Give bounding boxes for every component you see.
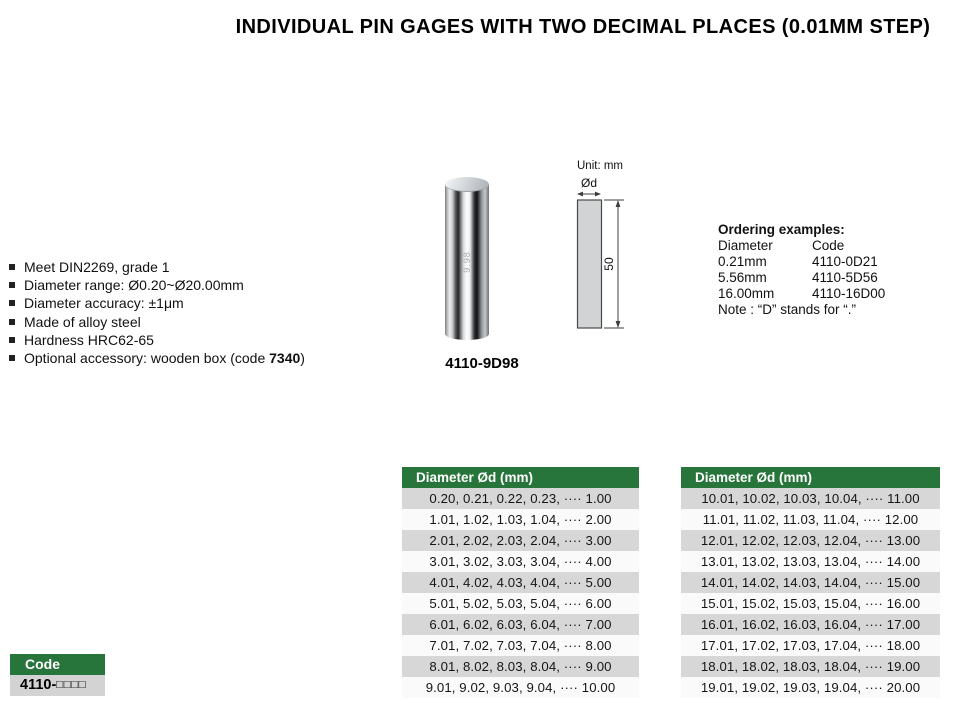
code-prefix: 4110- [20,677,57,693]
diameter-dim-label: Ød [581,176,598,190]
model-number-label: 4110-9D98 [445,355,519,372]
feature-text: Meet DIN2269, grade 1 [24,259,170,275]
ordering-diameter: 0.21mm [718,254,767,269]
arrow-up-icon [616,200,621,207]
feature-item [8,349,305,367]
table-row: 1.01, 1.02, 1.03, 1.04, ···· 2.00 [402,509,639,530]
feature-item [8,294,305,312]
bullet-square-icon [9,337,15,343]
feature-item [8,331,305,349]
diameter-table-right [681,467,940,698]
pin-gage-photo [445,177,489,340]
table-row: 17.01, 17.02, 17.03, 17.04, ···· 18.00 [681,635,940,656]
feature-text-prefix: Optional accessory: wooden box (code [24,350,270,367]
ordering-col-diameter: Diameter [718,238,773,253]
feature-text-suffix: ) [300,350,305,367]
ordering-code: 4110-0D21 [812,254,878,269]
dimension-drawing [571,174,633,336]
feature-text: Diameter accuracy: ±1μm [24,295,184,312]
table-row: 18.01, 18.02, 18.03, 18.04, ···· 19.00 [681,656,940,677]
unit-label: Unit: mm [577,160,623,172]
ordering-row [718,270,885,286]
table-row: 8.01, 8.02, 8.03, 8.04, ···· 9.00 [402,656,639,677]
table-row: 10.01, 10.02, 10.03, 10.04, ···· 11.00 [681,488,940,509]
diameter-table-left [402,467,639,698]
bullet-square-icon [9,319,15,325]
ordering-row [718,286,885,302]
ordering-diameter: 16.00mm [718,286,775,301]
table-header: Diameter Ød (mm) [681,467,940,488]
table-row: 5.01, 5.02, 5.03, 5.04, ···· 6.00 [402,593,639,614]
table-row: 19.01, 19.02, 19.03, 19.04, ···· 20.00 [681,677,940,698]
code-placeholder-boxes: □□□□ [56,679,87,691]
pin-profile-rect [578,200,602,328]
table-row: 15.01, 15.02, 15.03, 15.04, ···· 16.00 [681,593,940,614]
length-dim-label: 50 [602,257,616,271]
accessory-code: 7340 [269,350,301,367]
ordering-row [718,254,885,270]
bullet-square-icon [9,355,15,361]
table-row: 0.20, 0.21, 0.22, 0.23, ···· 1.00 [402,488,639,509]
feature-text: Made of alloy steel [24,313,141,330]
pin-top-face [445,177,489,192]
bullet-square-icon [9,300,15,306]
feature-list [8,258,305,367]
ordering-col-code: Code [812,238,845,253]
arrow-right-icon [595,192,601,197]
table-row: 12.01, 12.02, 12.03, 12.04, ···· 13.00 [681,530,940,551]
pin-engraving: 9.98 [462,250,472,273]
feature-text: Hardness HRC62-65 [24,331,154,348]
code-box-value [10,675,105,696]
feature-item [8,276,305,294]
feature-text: Diameter range: Ø0.20~Ø20.00mm [24,277,244,294]
order-code-box [10,654,105,696]
table-row: 3.01, 3.02, 3.03, 3.04, ···· 4.00 [402,551,639,572]
table-row: 11.01, 11.02, 11.03, 11.04, ···· 12.00 [681,509,940,530]
arrow-left-icon [577,192,583,197]
ordering-code: 4110-16D00 [812,286,886,301]
page-title: INDIVIDUAL PIN GAGES WITH TWO DECIMAL PLACES (0.01MM STEP) [235,16,931,39]
feature-item [8,258,305,276]
table-row: 4.01, 4.02, 4.03, 4.04, ···· 5.00 [402,572,639,593]
feature-text [24,349,305,367]
ordering-code: 4110-5D56 [812,270,878,285]
table-row: 14.01, 14.02, 14.03, 14.04, ···· 15.00 [681,572,940,593]
table-row: 13.01, 13.02, 13.03, 13.04, ···· 14.00 [681,551,940,572]
table-row: 7.01, 7.02, 7.03, 7.04, ···· 8.00 [402,635,639,656]
table-row: 6.01, 6.02, 6.03, 6.04, ···· 7.00 [402,614,639,635]
feature-item [8,313,305,331]
ordering-diameter: 5.56mm [718,270,767,285]
table-row: 9.01, 9.02, 9.03, 9.04, ···· 10.00 [402,677,639,698]
bullet-square-icon [9,282,15,288]
table-row: 2.01, 2.02, 2.03, 2.04, ···· 3.00 [402,530,639,551]
arrow-down-icon [616,321,621,328]
ordering-heading: Ordering examples: [718,222,845,237]
code-box-header: Code [10,654,105,675]
ordering-examples [718,222,885,318]
ordering-header-row [718,238,885,254]
bullet-square-icon [9,264,15,270]
table-row: 16.01, 16.02, 16.03, 16.04, ···· 17.00 [681,614,940,635]
ordering-note: Note : “D” stands for “.” [718,302,857,317]
table-header: Diameter Ød (mm) [402,467,639,488]
